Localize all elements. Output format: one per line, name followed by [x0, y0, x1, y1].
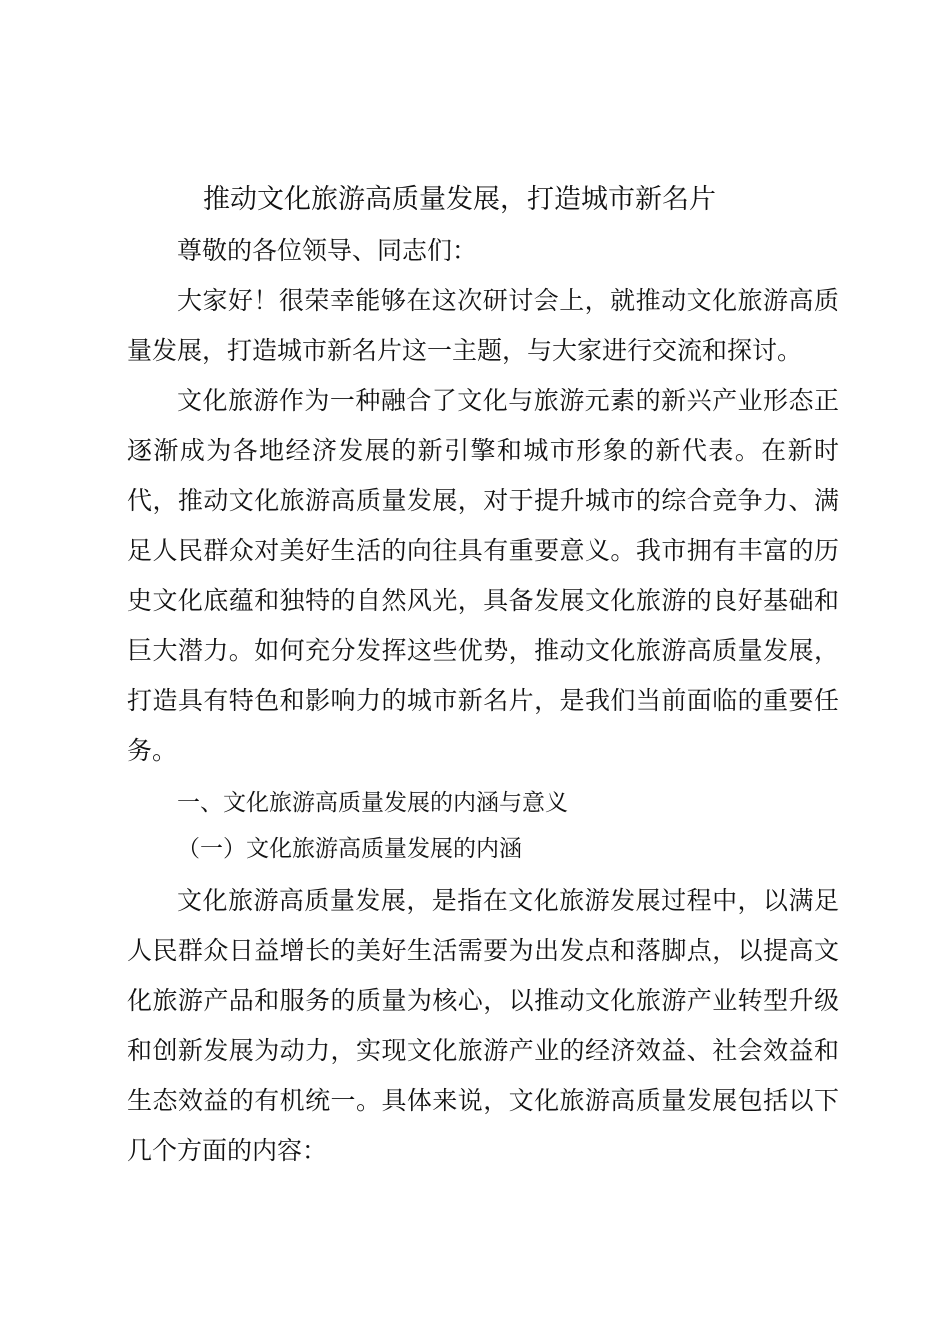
paragraph-body: 文化旅游高质量发展，是指在文化旅游发展过程中，以满足人民群众日益增长的美好生活需要为出发点和落脚点，以提高文化旅游产品和服务的质量为核心，以推动文化旅游产业转型升级和创新发展为动力，实现文化旅游产业的经济效益、社会效益和生态效益的有机统一。具体来说，文化旅游高质量发展包括以下几个方面的内容：	[127, 886, 839, 1165]
section-heading: 一、文化旅游高质量发展的内涵与意义	[177, 790, 568, 816]
salutation: 尊敬的各位领导、同志们：	[177, 236, 478, 265]
paragraph-greeting: 大家好！很荣幸能够在这次研讨会上，就推动文化旅游高质量发展，打造城市新名片这一主题，与大家进行交流和探讨。	[127, 286, 839, 365]
document-title: 推动文化旅游高质量发展，打造城市新名片	[203, 184, 716, 215]
paragraph-introduction: 文化旅游作为一种融合了文化与旅游元素的新兴产业形态正逐渐成为各地经济发展的新引擎和城市形象的新代表。在新时代，推动文化旅游高质量发展，对于提升城市的综合竞争力、满足人民群众对美好生活的向往具有重要意义。我市拥有丰富的历史文化底蕴和独特的自然风光，具备发展文化旅游的良好基础和巨大潜力。如何充分发挥这些优势，推动文化旅游高质量发展，打造具有特色和影响力的城市新名片，是我们当前面临的重要任务。	[127, 386, 839, 765]
subsection-heading: （一）文化旅游高质量发展的内涵	[177, 836, 522, 862]
document-page	[127, 178, 839, 1176]
